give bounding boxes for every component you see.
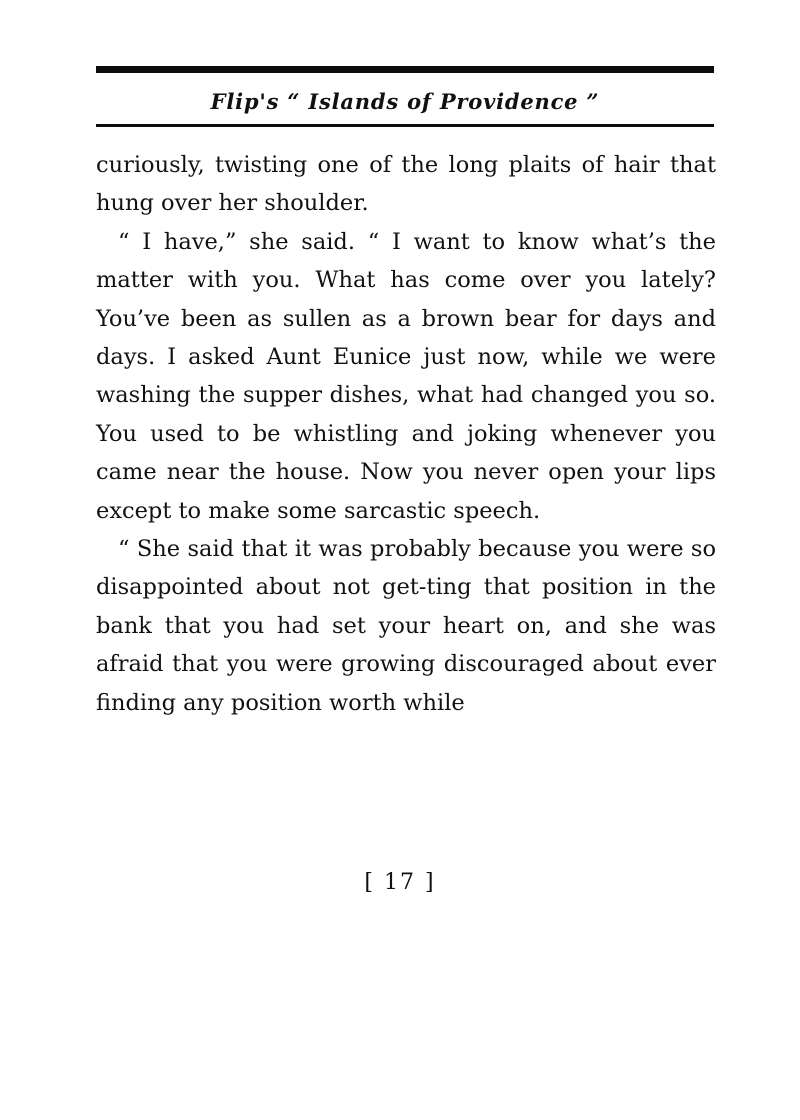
paragraph: “ I have,” she said. “ I want to know what’s the matter with you. What has come over you lately? You’ve been as sullen as a brown bear for days and days. I asked Aunt Eunice just now, while we were washing the supper dishes, what had changed you so. You used to be whistling and joking whenever you came near the house. Now you never open your lips except to make some sarcastic speech.	[96, 228, 716, 524]
header-rule-thin	[96, 124, 714, 127]
header-rule-thick	[96, 66, 714, 73]
paragraph: “ She said that it was probably because you were so disappointed about not get-ting that position in the bank that you had set your heart on, and she was afraid that you were growing discouraged about ever finding any position worth while	[96, 536, 716, 716]
page-number: [ 17 ]	[364, 870, 436, 895]
page-body	[96, 146, 716, 722]
page-header	[96, 66, 714, 127]
paragraph: curiously, twisting one of the long plaits of hair that hung over her shoulder.	[96, 152, 716, 217]
running-head: Flip's “ Islands of Providence ”	[210, 89, 600, 114]
